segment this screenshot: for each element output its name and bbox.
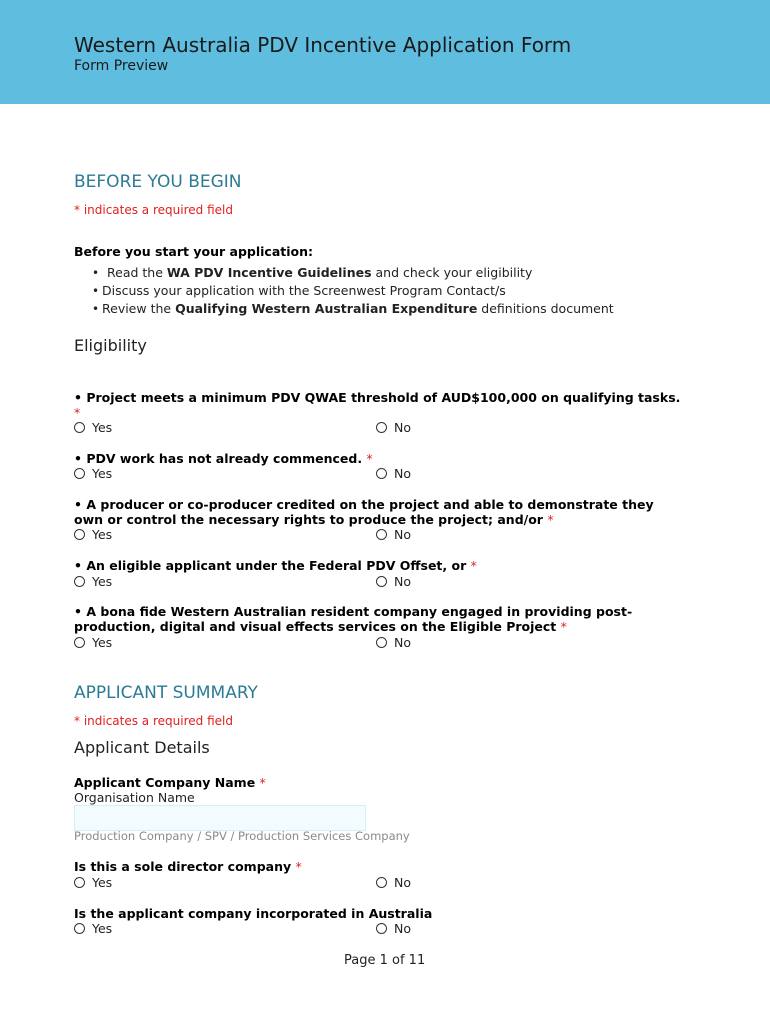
question-pdv-not-commenced: • PDV work has not already commenced. *: [74, 451, 373, 466]
question-incorporated-australia: Is the applicant company incorporated in Australia: [74, 906, 433, 921]
eligibility-heading: Eligibility: [74, 336, 147, 355]
section-title-before: BEFORE YOU BEGIN: [74, 172, 242, 192]
applicant-details-heading: Applicant Details: [74, 738, 210, 757]
radio-circle-icon[interactable]: [74, 637, 85, 648]
radio-circle-icon[interactable]: [74, 422, 85, 433]
radio-circle-icon[interactable]: [376, 529, 387, 540]
radio-circle-icon[interactable]: [376, 422, 387, 433]
radio-circle-icon[interactable]: [74, 877, 85, 888]
radio-no[interactable]: No: [376, 875, 411, 890]
radio-yes[interactable]: Yes: [74, 574, 112, 589]
qwae-doc-text: Qualifying Western Australian Expenditure: [175, 301, 478, 316]
radio-no[interactable]: No: [376, 466, 411, 481]
section-title-applicant: APPLICANT SUMMARY: [74, 683, 258, 703]
radio-circle-icon[interactable]: [74, 576, 85, 587]
form-subtitle: Form Preview: [74, 58, 169, 74]
radio-yes[interactable]: Yes: [74, 921, 112, 936]
radio-circle-icon[interactable]: [74, 923, 85, 934]
radio-circle-icon[interactable]: [376, 576, 387, 587]
radio-circle-icon[interactable]: [74, 468, 85, 479]
organisation-name-hint: Production Company / SPV / Production Services Company: [74, 829, 410, 843]
required-note: * indicates a required field: [74, 714, 233, 728]
radio-no[interactable]: No: [376, 527, 411, 542]
guidelines-link-text: WA PDV Incentive Guidelines: [166, 265, 372, 280]
radio-circle-icon[interactable]: [74, 529, 85, 540]
checklist: [92, 264, 614, 318]
list-item: • Read the WA PDV Incentive Guidelines and check your eligibility: [92, 264, 614, 282]
list-item: • Discuss your application with the Screenwest Program Contact/s: [92, 282, 614, 300]
radio-circle-icon[interactable]: [376, 637, 387, 648]
radio-no[interactable]: No: [376, 635, 411, 650]
radio-yes[interactable]: Yes: [74, 466, 112, 481]
question-producer-rights: • A producer or co-producer credited on the project and able to demonstrate they own or control the necessary rights to produce the project; and/or *: [74, 497, 654, 527]
radio-no[interactable]: No: [376, 420, 411, 435]
radio-yes[interactable]: Yes: [74, 527, 112, 542]
page-indicator: Page 1 of 11: [344, 953, 426, 968]
form-header: [0, 0, 770, 104]
required-note: * indicates a required field: [74, 203, 233, 217]
radio-circle-icon[interactable]: [376, 877, 387, 888]
radio-circle-icon[interactable]: [376, 468, 387, 479]
question-qwae-threshold: • Project meets a minimum PDV QWAE threshold of AUD$100,000 on qualifying tasks. *: [74, 390, 681, 420]
question-federal-pdv-offset: • An eligible applicant under the Federal PDV Offset, or *: [74, 558, 477, 573]
question-wa-resident-company: • A bona fide Western Australian resident company engaged in providing post-production, digital and visual effects services on the Eligible Project *: [74, 604, 633, 634]
radio-yes[interactable]: Yes: [74, 875, 112, 890]
radio-yes[interactable]: Yes: [74, 420, 112, 435]
question-sole-director: Is this a sole director company *: [74, 859, 302, 874]
form-title: Western Australia PDV Incentive Application Form: [74, 33, 572, 57]
company-name-label: Applicant Company Name *: [74, 775, 266, 790]
radio-yes[interactable]: Yes: [74, 635, 112, 650]
intro-heading: Before you start your application:: [74, 244, 313, 259]
list-item: • Review the Qualifying Western Australian Expenditure definitions document: [92, 300, 614, 318]
organisation-name-input[interactable]: [74, 805, 366, 831]
organisation-name-label: Organisation Name: [74, 790, 195, 805]
radio-circle-icon[interactable]: [376, 923, 387, 934]
radio-no[interactable]: No: [376, 574, 411, 589]
radio-no[interactable]: No: [376, 921, 411, 936]
